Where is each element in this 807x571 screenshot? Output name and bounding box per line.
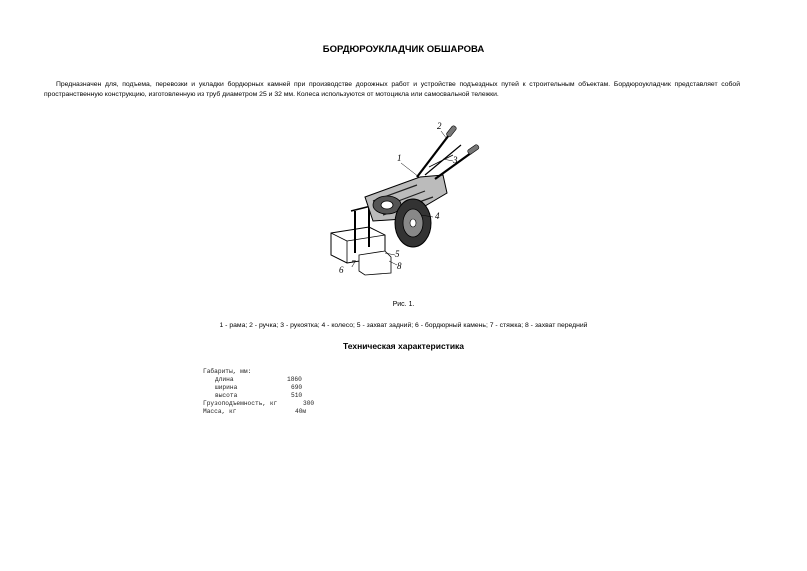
specs-header-label: Габариты, мм: — [203, 368, 252, 375]
figure-caption: Рис. 1. — [392, 301, 415, 308]
document-title: БОРДЮРОУКЛАДЧИК ОБШАРОВА — [322, 44, 485, 55]
callout-1: 1 — [397, 153, 402, 163]
specs-row-capacity — [203, 400, 315, 408]
specs-block — [203, 368, 315, 416]
capacity-value: 300 — [303, 400, 315, 407]
specs-row-mass — [203, 408, 307, 416]
figure-legend: 1 - рама; 2 - ручка; 3 - рукоятка; 4 - колесо; 5 - захват задний; 6 - бордюрный камень; 7 - стяжка; 8 - захват передний — [219, 322, 588, 329]
height-label: высота — [215, 392, 238, 399]
mass-label: Масса, кг — [203, 408, 237, 415]
callout-4: 4 — [435, 211, 440, 221]
height-value: 510 — [291, 392, 303, 399]
length-label: длина — [215, 376, 234, 383]
capacity-label: Грузоподъемность, кг — [203, 400, 278, 407]
specs-dimensions-header — [203, 368, 252, 376]
callout-2: 2 — [437, 121, 442, 131]
curb-layer-figure — [325, 115, 485, 285]
specs-row-width — [203, 384, 303, 392]
callout-8: 8 — [397, 261, 402, 271]
callout-7: 7 — [351, 259, 356, 269]
specs-row-height — [203, 392, 303, 400]
specs-row-length — [203, 376, 302, 384]
width-label: ширина — [215, 384, 238, 391]
specs-heading: Техническая характеристика — [342, 341, 465, 351]
callout-3: 3 — [453, 155, 458, 165]
width-value: 690 — [291, 384, 303, 391]
length-value: 1860 — [287, 376, 302, 383]
callout-5: 5 — [395, 249, 400, 259]
mass-value: 40м — [295, 408, 307, 415]
callout-6: 6 — [339, 265, 344, 275]
intro-paragraph: Предназначен для, подъема, перевозки и укладки бордюрных камней при производстве дорожных работ и устройстве подъездных путей к строительным объектам. Бордюроукладчик представляет собой пространственную конструкцию, изготовленную из труб диаметром 25 и 32 мм. Колеса используются от мотоцикла или самосвальной тележки. — [44, 81, 740, 98]
curb-layer-drawing — [325, 115, 485, 285]
